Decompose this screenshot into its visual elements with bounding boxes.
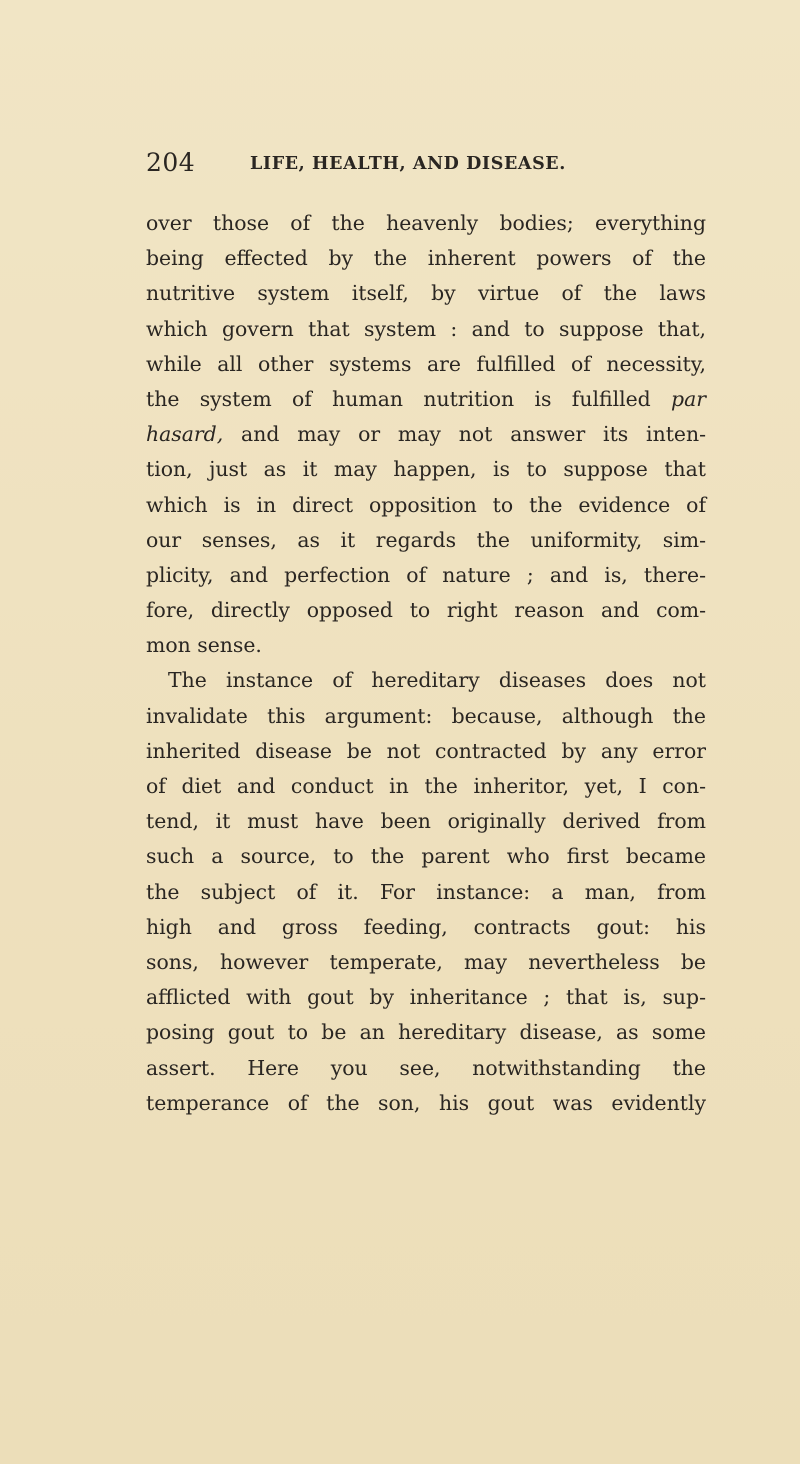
italic-phrase: par bbox=[671, 386, 706, 411]
text-line: being effected by the inherent powers of the bbox=[146, 246, 706, 271]
text-segment: the system of human nutrition is fulfilled bbox=[146, 386, 651, 411]
text-line: tend, it must have been originally derived from bbox=[146, 809, 706, 834]
text-segment: and may or may not answer its inten- bbox=[241, 422, 706, 447]
text-line: over those of the heavenly bodies; everything bbox=[146, 211, 706, 235]
text-line: sons, however temperate, may nevertheless be bbox=[146, 949, 706, 974]
running-head bbox=[146, 148, 706, 182]
text-line: posing gout to be an hereditary disease, as some bbox=[146, 1020, 706, 1045]
text-line: mon sense. bbox=[146, 633, 262, 658]
text-line bbox=[146, 417, 706, 452]
text-line: fore, directly opposed to right reason and com- bbox=[146, 598, 706, 623]
body-text bbox=[146, 206, 706, 1121]
page-number: 204 bbox=[146, 148, 196, 177]
text-line: The instance of hereditary diseases does not bbox=[168, 668, 706, 693]
italic-phrase: hasard, bbox=[146, 422, 224, 447]
text-line: nutritive system itself, by virtue of the laws bbox=[146, 281, 706, 306]
text-line: while all other systems are fulfilled of necessity, bbox=[146, 351, 706, 376]
text-line bbox=[146, 382, 706, 417]
text-line: assert. Here you see, notwithstanding the bbox=[146, 1055, 706, 1080]
text-line: high and gross feeding, contracts gout: his bbox=[146, 914, 706, 939]
text-line: our senses, as it regards the uniformity, sim- bbox=[146, 527, 706, 552]
text-line: such a source, to the parent who first became bbox=[146, 844, 706, 869]
text-line: tion, just as it may happen, is to suppose that bbox=[146, 457, 706, 482]
text-line: temperance of the son, his gout was evidently bbox=[146, 1090, 706, 1115]
text-line: invalidate this argument: because, although the bbox=[146, 703, 706, 728]
text-line: which govern that system : and to suppose that, bbox=[146, 316, 706, 341]
text-line: afflicted with gout by inheritance ; that is, sup- bbox=[146, 985, 706, 1010]
text-line: plicity, and perfection of nature ; and is, there- bbox=[146, 562, 706, 587]
running-title: LIFE, HEALTH, AND DISEASE. bbox=[250, 154, 566, 174]
text-line: inherited disease be not contracted by any error bbox=[146, 738, 706, 763]
text-line: which is in direct opposition to the evidence of bbox=[146, 492, 706, 517]
text-line: the subject of it. For instance: a man, from bbox=[146, 879, 706, 904]
text-line: of diet and conduct in the inheritor, yet, I con- bbox=[146, 774, 706, 798]
